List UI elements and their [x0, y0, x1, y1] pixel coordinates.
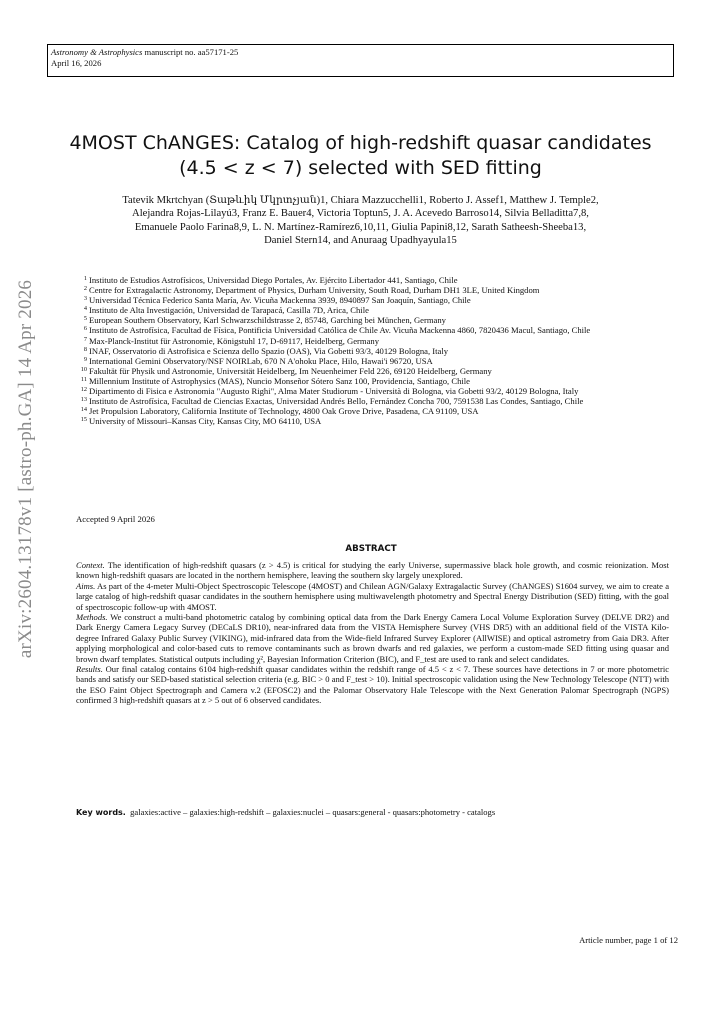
affiliation-text: European Southern Observatory, Karl Schwarzschildstrasse 2, 85748, Garching bei München, Germany	[89, 315, 446, 326]
affiliation-item	[76, 376, 666, 386]
keywords-label: Key words.	[76, 808, 126, 817]
arxiv-sidebar	[14, 268, 38, 670]
affiliation-list	[76, 275, 666, 426]
author-line-2: Alejandra Rojas-Lilayú3, Franz E. Bauer4, Victoria Toptun5, J. A. Acevedo Barroso14, Silvia Belladitta7,8,	[132, 208, 589, 220]
results-label: Results.	[76, 664, 103, 675]
affiliation-item	[76, 325, 666, 335]
affiliation-number: 13	[80, 396, 87, 404]
affiliation-number: 10	[80, 365, 87, 373]
affiliation-item	[76, 275, 666, 285]
affiliation-item	[76, 285, 666, 295]
abstract-heading: ABSTRACT	[345, 544, 397, 554]
author-list	[40, 194, 681, 248]
results-text: Our final catalog contains 6104 high-redshift quasar candidates within the redshift range of 4.5 < z < 7. These sources have detections in 7 or more photometric bands and satisfy our SED-based statistical selection criteria (e.g. BIC > 0 and F_test > 10). Initial spectroscopic validation using the New Technology Telescope (NTT) with the ESO Faint Object Spectrograph and Camera v.2 (EFOSC2) and the Palomar Observatory Hale Telescope with the Next Generation Palomar Spectrograph (NGPS) confirmed 3 high-redshift quasars at z > 5 out of 6 observed candidates.	[76, 664, 669, 706]
affiliation-number: 6	[83, 325, 87, 333]
affiliation-item	[76, 396, 666, 406]
abstract-results	[76, 664, 669, 706]
affiliation-text: Instituto de Estudios Astrofísicos, Universidad Diego Portales, Av. Ejército Libertador 441, Santiago, Chile	[89, 275, 458, 285]
aims-text: As part of the 4-meter Multi-Object Spectroscopic Telescope (4MOST) and Chilean AGN/Galaxy Extragalactic Survey (ChANGES) S1604 survey, we aim to create a large catalog of high-redshift quasar candidates in the southern hemisphere using multiwavelength photometry and Spectral Energy Distribution (SED) fitting, with the goal of spectroscopic follow-up with 4MOST.	[76, 580, 669, 612]
affiliation-number: 7	[83, 335, 87, 343]
affiliation-item	[76, 336, 666, 346]
arxiv-identifier: arXiv:2604.13178v1 [astro-ph.GA] 14 Apr 2026	[15, 279, 36, 659]
methods-label: Methods.	[76, 612, 108, 623]
affiliation-number: 14	[80, 406, 87, 414]
affiliation-number: 11	[80, 375, 87, 383]
keywords	[76, 807, 669, 817]
affiliation-number: 12	[80, 386, 87, 394]
affiliation-number: 4	[83, 305, 87, 313]
manuscript-header	[47, 44, 674, 77]
affiliation-text: International Gemini Observatory/NSF NOIRLab, 670 N A'ohoku Place, Hilo, Hawai'i 96720, USA	[89, 355, 433, 366]
affiliation-text: Fakultät für Physik und Astronomie, Universität Heidelberg, Im Neuenheimer Feld 226, 69120 Heidelberg, Germany	[89, 365, 492, 376]
affiliation-text: University of Missouri–Kansas City, Kansas City, MO 64110, USA	[89, 416, 322, 427]
journal-name: Astronomy & Astrophysics	[51, 47, 143, 57]
affiliation-item	[76, 295, 666, 305]
manuscript-number: manuscript no. aa57171-25	[142, 47, 239, 57]
affiliation-text: Jet Propulsion Laboratory, California Institute of Technology, 4800 Oak Grove Drive, Pasadena, CA 91109, USA	[89, 406, 479, 417]
affiliation-text: Instituto de Astrofísica, Facultad de Física, Pontificia Universidad Católica de Chile Av. Vicuña Mackenna 4860, 7820436 Macul, Santiago, Chile	[89, 325, 591, 336]
author-line-1: Tatevik Mkrtchyan (Տաթևիկ Մկրտչյան)1, Chiara Mazzucchelli1, Roberto J. Assef1, Matthew J. Temple2,	[122, 195, 599, 206]
author-line-4: Daniel Stern14, and Anuraag Upadhyayula15	[264, 235, 457, 247]
affiliation-number: 2	[83, 285, 87, 293]
page-footer: Article number, page 1 of 12	[579, 935, 678, 945]
affiliation-text: Centre for Extragalactic Astronomy, Department of Physics, Durham University, South Road, Durham DH1 3LE, United Kingdom	[89, 285, 540, 296]
affiliation-number: 3	[83, 295, 87, 303]
affiliation-number: 9	[83, 355, 87, 363]
accepted-date: Accepted 9 April 2026	[76, 514, 155, 524]
affiliation-item	[76, 305, 666, 315]
affiliation-number: 15	[80, 416, 87, 424]
affiliation-item	[76, 315, 666, 325]
affiliation-item	[76, 416, 666, 426]
abstract-body	[76, 560, 669, 706]
methods-text: We construct a multi-band photometric catalog by combining optical data from the Dark Energy Camera Local Volume Exploration Survey (DELVE DR2) and Dark Energy Camera Legacy Survey (DECaLS DR10), near-infrared data from the VISTA Hemisphere Survey (VHS DR5) with an additional field of the VISTA Kilo-degree Infrared Galaxy Public Survey (VIKING), mid-infrared data from the Wide-field Infrared Survey Explorer (AllWISE) and optical astrometry from Gaia DR3. After applying morphological and color-based cuts to remove contaminants such as brown dwarfs and red galaxies, we perform a custom-made SED fitting using quasar and brown dwarf templates. Statistical outputs including χ², Bayesian Information Criterion (BIC), and F_test are used to rank and select candidates.	[76, 612, 669, 664]
affiliation-number: 5	[83, 315, 87, 323]
title-line-1: 4MOST ChANGES: Catalog of high-redshift quasar candidates	[69, 132, 652, 154]
manuscript-date: April 16, 2026	[51, 58, 102, 68]
title-line-2: (4.5 < z < 7) selected with SED fitting	[179, 157, 542, 179]
affiliation-item	[76, 386, 666, 396]
context-label: Context.	[76, 560, 105, 570]
aims-label: Aims.	[76, 580, 96, 591]
affiliation-number: 1	[83, 275, 87, 282]
abstract-context	[76, 560, 669, 581]
keywords-text: galaxies:active – galaxies:high-redshift – galaxies:nuclei – quasars:general - quasars:photometry - catalogs	[130, 807, 496, 817]
paper-title	[40, 131, 681, 181]
abstract-aims	[76, 581, 669, 612]
abstract-methods	[76, 612, 669, 664]
affiliation-item	[76, 406, 666, 416]
affiliation-text: Instituto de Alta Investigación, Universidad de Tarapacá, Casilla 7D, Arica, Chile	[89, 305, 369, 316]
affiliation-item	[76, 346, 666, 356]
affiliation-text: INAF, Osservatorio di Astrofisica e Scienza dello Spazio (OAS), Via Gobetti 93/3, 40129 Bologna, Italy	[89, 345, 449, 356]
affiliation-number: 8	[83, 345, 87, 353]
affiliation-text: Max-Planck-Institut für Astronomie, Königstuhl 17, D-69117, Heidelberg, Germany	[89, 335, 379, 346]
context-text: The identification of high-redshift quasars (z > 4.5) is critical for studying the early Universe, supermassive black hole growth, and cosmic reionization. Most known high-redshift quasars are located in the northern hemisphere, leaving the southern sky largely unexplored.	[76, 560, 669, 581]
affiliation-item	[76, 356, 666, 366]
author-line-3: Emanuele Paolo Farina8,9, L. N. Martínez-Ramírez6,10,11, Giulia Papini8,12, Sarath Satheesh-Sheeba13,	[134, 221, 587, 233]
affiliation-text: Millennium Institute of Astrophysics (MAS), Nuncio Monseñor Sótero Sanz 100, Providencia, Santiago, Chile	[89, 375, 470, 386]
affiliation-text: Instituto de Astrofísica, Facultad de Ciencias Exactas, Universidad Andrés Bello, Fernández Concha 700, 7591538 Las Condes, Santiago, Chile	[89, 396, 584, 407]
affiliation-text: Universidad Técnica Federico Santa María, Av. Vicuña Mackenna 3939, 8940897 San Joaquín, Santiago, Chile	[89, 295, 471, 306]
affiliation-text: Dipartimento di Fisica e Astronomia "Augusto Righi", Alma Mater Studiorum - Università di Bologna, via Gobetti 93/2, 40129 Bologna, Italy	[89, 386, 579, 397]
affiliation-item	[76, 366, 666, 376]
